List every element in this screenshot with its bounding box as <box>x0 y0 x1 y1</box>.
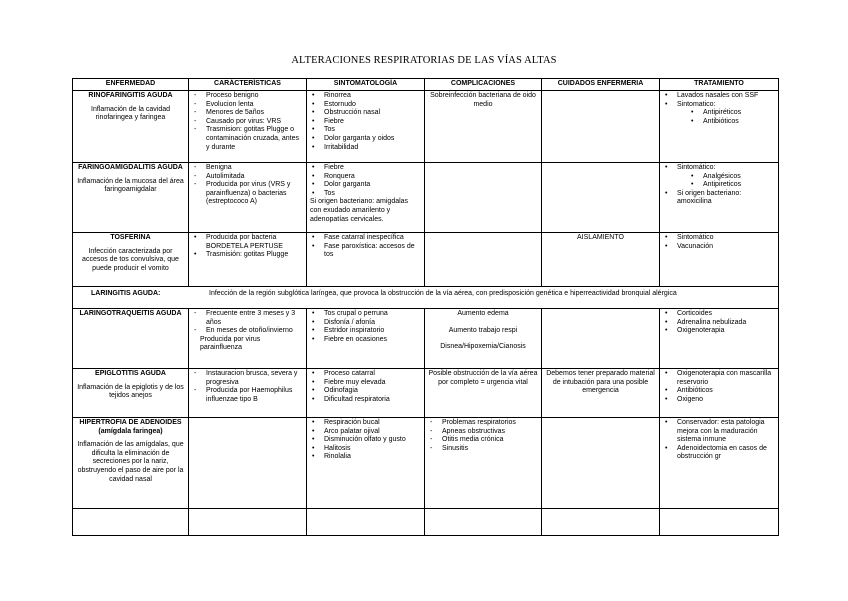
disease-name: FARINGOAMIGDALITIS AGUDA <box>78 164 183 171</box>
list-item: • Disfonía / afonía <box>310 319 421 328</box>
treatment-cell <box>660 309 779 369</box>
list-item: • Antipireticos <box>689 181 775 190</box>
list-item: • Ronquera <box>310 173 421 182</box>
list-item: • Adenoidectomia en casos de obstrucción gr <box>663 445 775 462</box>
characteristics-cell <box>189 369 307 418</box>
list-item: • Rinolalia <box>310 453 421 462</box>
complication-text: Aumento trabajo respi <box>448 326 518 334</box>
list-item: - Trasmision: gotitas Plugge o contaminación cruzada, antes y durante <box>192 126 303 152</box>
list-item: • Tos <box>310 190 421 199</box>
treatment-cell <box>660 163 779 233</box>
complication-text: Aumento edema <box>457 310 509 317</box>
disease-name: EPIGLOTITIS AGUDA <box>95 370 166 377</box>
table-row <box>73 369 779 418</box>
symptoms-cell <box>307 91 425 163</box>
list-item: • Adrenalina nebulizada <box>663 319 775 328</box>
list-item: • Fiebre muy elevada <box>310 379 421 388</box>
header-row <box>73 79 779 91</box>
list-item: • Conservador: esta patologia mejora con la maduración sistema inmune <box>663 419 775 445</box>
disease-cell <box>73 309 189 369</box>
symptoms-cell <box>307 418 425 509</box>
list-item: • Irritabilidad <box>310 144 421 153</box>
table-row <box>73 233 779 287</box>
symptom-note: Si origen bacteriano: amigdalas con exudado amarilento y adenopatías cervicales. <box>310 198 409 223</box>
list-item: - Producida por virus (VRS y parainfluenza) o bacterias (estreptococo A) <box>192 181 303 207</box>
disease-description: Inflamación de la epiglotis y de los tejidos anejos <box>77 383 184 400</box>
list-item: - Apneas obstructivas <box>428 428 538 437</box>
header-sintomatologia: SINTOMATOLOGÍA <box>307 79 425 91</box>
list-item: • Estornudo <box>310 101 421 110</box>
laringitis-cell <box>73 287 779 309</box>
characteristic-note: Producida por virus parainfluenza <box>200 335 261 352</box>
disease-description: Infección de la región subglótica laríngea, que provoca la obstrucción de la vía aérea, con predisposición genética e hiperreactividad bronquial alérgica <box>209 290 677 297</box>
disease-cell <box>73 233 189 287</box>
disease-cell <box>73 418 189 509</box>
characteristics-cell <box>189 163 307 233</box>
list-item: • Analgésicos <box>689 173 775 182</box>
list-item: • Dificultad respiratoria <box>310 396 421 405</box>
table-row <box>73 309 779 369</box>
symptoms-cell <box>307 309 425 369</box>
list-item: • Estridor inspiratorio <box>310 327 421 336</box>
disease-description: Infección caracterizada por accesos de tos convulsiva, que puede producir el vomito <box>82 247 179 272</box>
disease-name: LARINGITIS AGUDA: <box>91 290 161 297</box>
list-item: • Arco palatar ojival <box>310 428 421 437</box>
care-cell <box>542 163 660 233</box>
header-tratamiento: TRATAMIENTO <box>660 79 779 91</box>
list-item: • Halitosis <box>310 445 421 454</box>
list-item: • Fiebre <box>310 164 421 173</box>
empty-cell <box>73 509 189 536</box>
table-row <box>73 163 779 233</box>
disease-description: Inflamación de la cavidad rinofaringea y faringea <box>91 105 170 122</box>
list-item: • Respiración bucal <box>310 419 421 428</box>
treatment-cell <box>660 233 779 287</box>
list-item: - Causado por virus: VRS <box>192 118 303 127</box>
care-text: AISLAMIENTO <box>577 234 624 241</box>
list-item: - Autolimitada <box>192 173 303 182</box>
list-item: • Vacunación <box>663 243 775 252</box>
list-item: - Otitis media crónica <box>428 436 538 445</box>
list-item: - Problemas respiratorios <box>428 419 538 428</box>
complication-text: Sobreinfección bacteriana de oido medio <box>430 92 536 108</box>
complications-cell <box>425 91 542 163</box>
complication-text: Posible obstrucción de la vía aérea por completo = urgencia vital <box>428 370 538 386</box>
list-item: • Oxigenoterapia <box>663 327 775 336</box>
complications-cell <box>425 163 542 233</box>
care-cell <box>542 91 660 163</box>
header-enfermedad: ENFERMEDAD <box>73 79 189 91</box>
complications-cell <box>425 369 542 418</box>
characteristics-cell <box>189 233 307 287</box>
list-item: - Evolucion lenta <box>192 101 303 110</box>
disease-name: LARINGOTRAQUEITIS AGUDA <box>79 310 182 317</box>
header-cuidados: CUIDADOS ENFERMERIA <box>542 79 660 91</box>
care-cell <box>542 233 660 287</box>
list-item: • Proceso catarral <box>310 370 421 379</box>
list-item: • Odinofagia <box>310 387 421 396</box>
table-row <box>73 91 779 163</box>
list-item: • Fiebre <box>310 118 421 127</box>
table-row <box>73 418 779 509</box>
list-item: • Si origen bacteriano: amoxicilina <box>663 190 775 207</box>
disease-name: TOSFERINA <box>110 234 151 241</box>
disease-name: HIPERTROFIA DE ADENOIDES <box>79 419 182 426</box>
list-item: - Sinusitis <box>428 445 538 454</box>
empty-cell <box>542 509 660 536</box>
list-item: • Obstrucción nasal <box>310 109 421 118</box>
table-row <box>73 287 779 309</box>
complication-text: Disnea/Hipoxemia/Cianosis <box>440 343 526 351</box>
list-item: • Oxigeno <box>663 396 775 405</box>
disease-description: Inflamación de las amígdalas, que dificulta la eliminación de secreciones por la nariz, obstruyendo el paso de aire por la cavidad nasal <box>77 441 184 483</box>
table-row <box>73 509 779 536</box>
empty-cell <box>425 509 542 536</box>
list-item: - En meses de otoño/invierno <box>192 327 303 336</box>
complications-cell <box>425 418 542 509</box>
list-item: - Producida por Haemophilus influenzae tipo B <box>192 387 303 404</box>
respiratory-table <box>72 78 779 536</box>
list-item: • Lavados nasales con SSF <box>663 92 775 101</box>
list-item: • Dolor garganta <box>310 181 421 190</box>
list-item: • Sintomático <box>663 234 775 243</box>
treatment-cell <box>660 418 779 509</box>
symptoms-cell <box>307 369 425 418</box>
header-caracteristicas: CARÁCTERÍSTICAS <box>189 79 307 91</box>
symptoms-cell <box>307 163 425 233</box>
list-item: • Trasmisión: gotitas Plugge <box>192 251 303 260</box>
complications-cell <box>425 233 542 287</box>
list-item: • Producida por bacteria BORDETELA PERTUSE <box>192 234 303 251</box>
disease-subname: (amígdala faringea) <box>98 427 163 435</box>
list-item: • Dolor garganta y oidos <box>310 135 421 144</box>
care-cell <box>542 418 660 509</box>
list-item: • Antipiréticos <box>689 109 775 118</box>
list-item: • Antibióticos <box>689 118 775 127</box>
list-item: - Benigna <box>192 164 303 173</box>
list-item: • Sintomático: <box>663 164 775 173</box>
treatment-cell <box>660 369 779 418</box>
list-item: • Fiebre en ocasiones <box>310 336 421 345</box>
empty-cell <box>189 509 307 536</box>
list-item: • Rinorrea <box>310 92 421 101</box>
characteristics-cell <box>189 418 307 509</box>
document-title: ALTERACIONES RESPIRATORIAS DE LAS VÍAS ALTAS <box>291 55 557 66</box>
disease-description: Inflamación de la mucosa del área faringoamigdalar <box>77 177 184 194</box>
list-item: • Corticoides <box>663 310 775 319</box>
list-item: • Oxigenoterapia con mascarilla reservorio <box>663 370 775 387</box>
list-item: • Sintomatico: <box>663 101 775 110</box>
list-item: - Menores de 5años <box>192 109 303 118</box>
complications-cell <box>425 309 542 369</box>
list-item: • Tos crupal o perruna <box>310 310 421 319</box>
list-item: • Tos <box>310 126 421 135</box>
disease-cell <box>73 91 189 163</box>
list-item: - Frecuente entre 3 meses y 3 años <box>192 310 303 327</box>
list-item: • Fase paroxística: accesos de tos <box>310 243 421 260</box>
list-item: • Fase catarral inespecífica <box>310 234 421 243</box>
header-complicaciones: COMPLICACIONES <box>425 79 542 91</box>
care-cell <box>542 309 660 369</box>
treatment-cell <box>660 91 779 163</box>
characteristics-cell <box>189 309 307 369</box>
empty-cell <box>307 509 425 536</box>
list-item: • Antibióticos <box>663 387 775 396</box>
disease-cell <box>73 369 189 418</box>
list-item: - Proceso benigno <box>192 92 303 101</box>
characteristics-cell <box>189 91 307 163</box>
disease-cell <box>73 163 189 233</box>
disease-name: RINOFARINGITIS AGUDA <box>88 92 173 99</box>
list-item: - Instauracion brusca, severa y progresiva <box>192 370 303 387</box>
empty-cell <box>660 509 779 536</box>
care-text: Debemos tener preparado material de intubación para una posible emergencia <box>546 370 655 395</box>
list-item: • Disminución olfato y gusto <box>310 436 421 445</box>
care-cell <box>542 369 660 418</box>
symptoms-cell <box>307 233 425 287</box>
